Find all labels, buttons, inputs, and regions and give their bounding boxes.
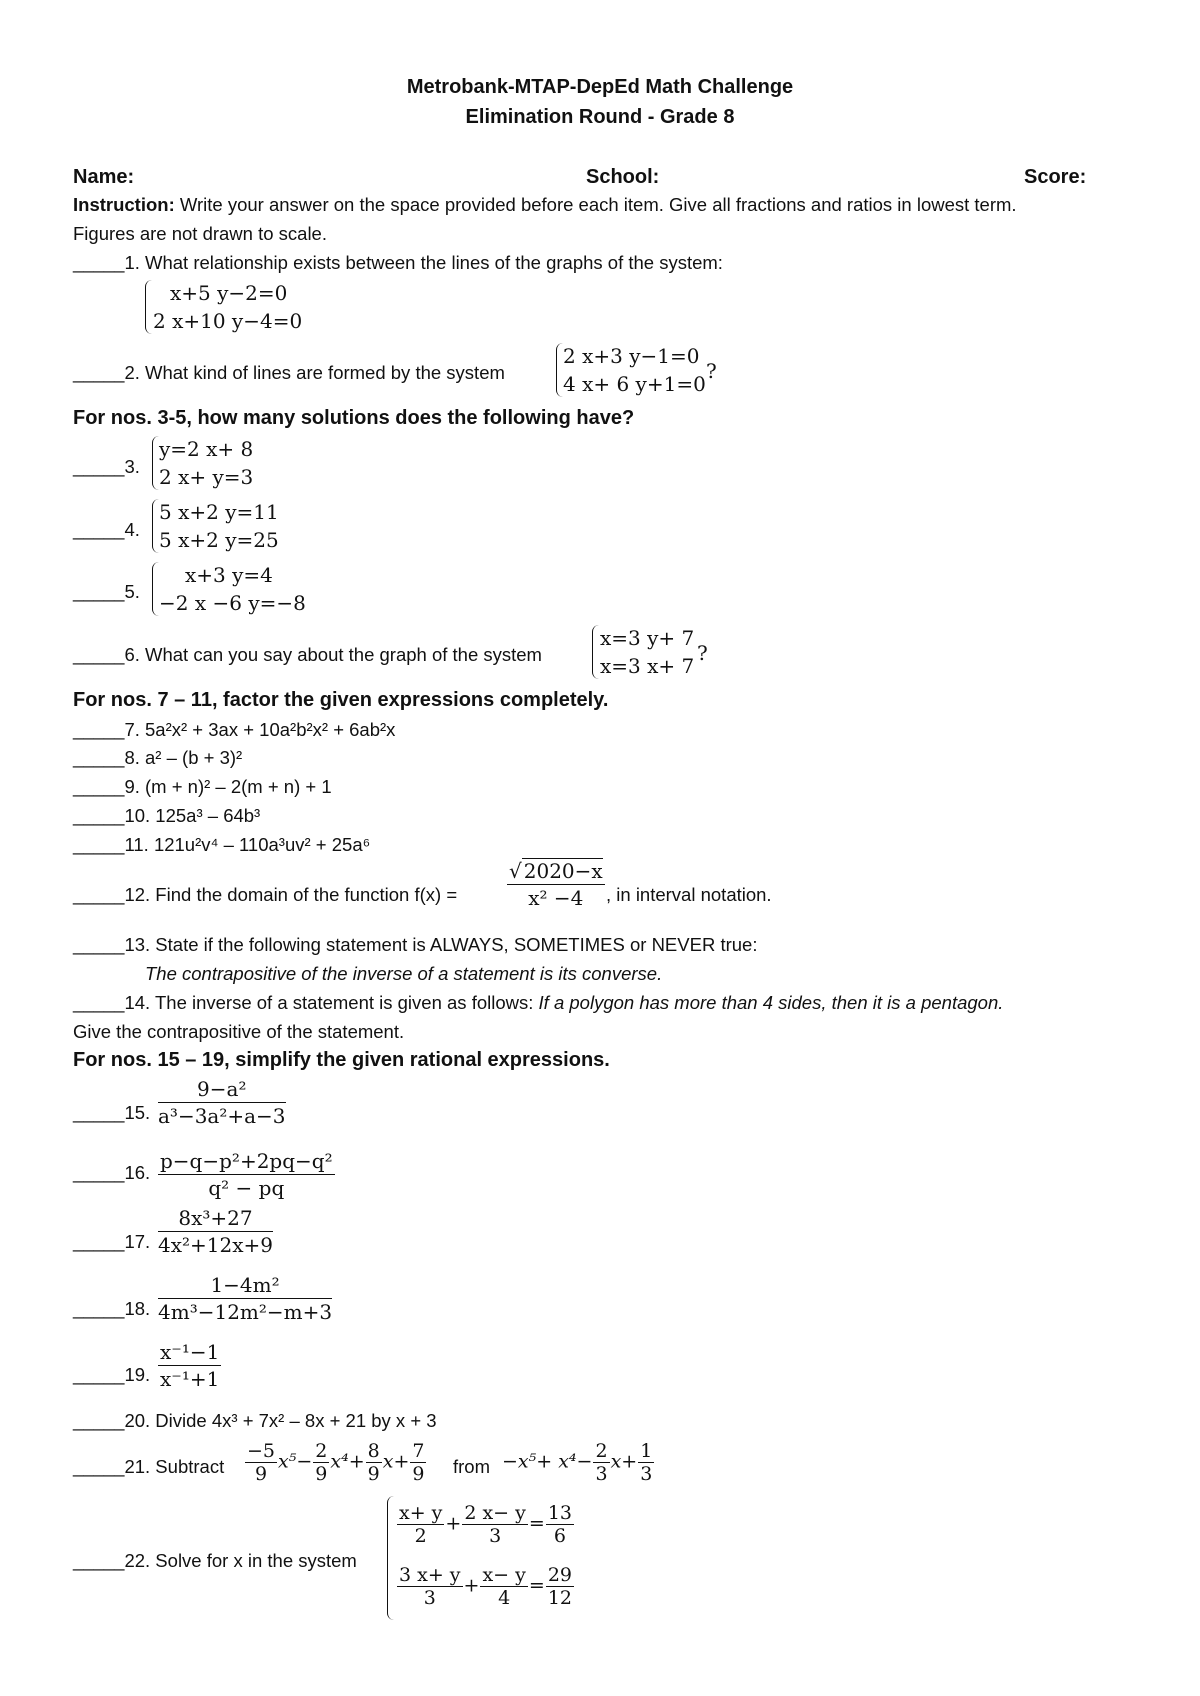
- answer-blank: _____: [73, 456, 125, 477]
- question-18: [73, 1297, 150, 1321]
- numerator: x− y: [482, 1564, 526, 1586]
- q22-fraction: [397, 1502, 444, 1547]
- question-22: [73, 1549, 357, 1573]
- question-21-from: from: [453, 1456, 490, 1477]
- answer-blank: _____: [73, 362, 125, 383]
- q21-term: −x⁵+ x⁴−: [502, 1450, 593, 1473]
- answer-blank: _____: [73, 747, 125, 768]
- round-title: Elimination Round - Grade 8: [465, 106, 735, 128]
- q6-equation-1: x=3 y+ 7: [600, 626, 695, 650]
- q16-fraction: [158, 1148, 335, 1201]
- question-3-number: 3.: [124, 456, 140, 477]
- question-16-number: 16.: [124, 1162, 151, 1183]
- numerator: 8: [367, 1440, 380, 1462]
- instruction-label: Instruction:: [73, 194, 175, 215]
- q5-equation-1: x+3 y=4: [185, 563, 273, 587]
- answer-blank: _____: [73, 805, 125, 826]
- answer-blank: _____: [73, 834, 125, 855]
- question-12-text: 12. Find the domain of the function f(x) =: [124, 884, 458, 905]
- answer-blank: _____: [73, 1102, 125, 1123]
- q19-denominator: x⁻¹+1: [160, 1367, 220, 1391]
- numerator: 2: [315, 1440, 328, 1462]
- numerator: 2: [595, 1440, 608, 1462]
- question-10-text: 10. 125a³ – 64b³: [124, 805, 261, 826]
- system-brace: [556, 343, 563, 397]
- school-field-label: School:: [586, 166, 660, 188]
- q22-fraction: [546, 1502, 574, 1547]
- system-brace: [592, 625, 599, 679]
- question-9: [73, 775, 332, 799]
- numerator: 7: [412, 1440, 425, 1462]
- question-7: [73, 718, 395, 742]
- q21-term: x⁴+: [330, 1450, 365, 1473]
- q17-numerator: 8x³+27: [158, 1205, 273, 1232]
- question-13-statement: The contrapositive of the inverse of a statement is its converse.: [145, 963, 663, 984]
- q22-equation-1: [396, 1502, 575, 1547]
- question-2: [73, 361, 505, 385]
- q21-fraction: [410, 1440, 426, 1485]
- q6-question-mark: ?: [697, 641, 708, 665]
- q6-equation-2: x=3 x+ 7: [600, 654, 695, 678]
- answer-blank: _____: [73, 934, 125, 955]
- q21-first-polynomial: [244, 1440, 427, 1485]
- denominator: 6: [553, 1525, 566, 1547]
- instruction-text: Write your answer on the space provided before each item. Give all fractions and ratios in lowest term.: [174, 194, 1017, 215]
- q18-denominator: 4m³−12m²−m+3: [158, 1300, 333, 1324]
- question-21: [73, 1455, 224, 1479]
- question-19-number: 19.: [124, 1364, 151, 1385]
- question-3: [73, 455, 140, 479]
- name-field-label: Name:: [73, 166, 135, 188]
- numerator: 2 x− y: [464, 1502, 526, 1524]
- instruction: [73, 193, 1017, 217]
- answer-blank: _____: [73, 1162, 125, 1183]
- q15-numerator: 9−a²: [158, 1076, 286, 1103]
- denominator: 4: [498, 1587, 511, 1609]
- q22-equation-2: [396, 1564, 575, 1609]
- question-7-text: 7. 5a²x² + 3ax + 10a²b²x² + 6ab²x: [124, 719, 396, 740]
- denominator: 3: [640, 1463, 653, 1485]
- question-20: [73, 1409, 437, 1433]
- q4-equation-1: 5 x+2 y=11: [159, 500, 279, 524]
- q22-fraction: [462, 1502, 528, 1547]
- q2-equation-2: 4 x+ 6 y+1=0: [563, 372, 706, 396]
- q15-denominator: a³−3a²+a−3: [158, 1104, 286, 1128]
- q22-fraction: [480, 1564, 527, 1609]
- question-16: [73, 1161, 150, 1185]
- denominator: 9: [412, 1463, 425, 1485]
- q5-equation-2: −2 x −6 y=−8: [159, 591, 306, 615]
- answer-blank: _____: [73, 992, 125, 1013]
- question-8: [73, 746, 242, 770]
- q19-numerator: x⁻¹−1: [160, 1340, 220, 1364]
- question-8-text: 8. a² – (b + 3)²: [124, 747, 243, 768]
- q21-fraction: [593, 1440, 609, 1485]
- q18-numerator: 1−4m²: [158, 1272, 332, 1299]
- answer-blank: _____: [73, 776, 125, 797]
- q21-term: x⁵−: [278, 1450, 313, 1473]
- denominator: 3: [489, 1525, 502, 1547]
- q19-fraction: [158, 1339, 221, 1392]
- q17-denominator: 4x²+12x+9: [158, 1233, 273, 1257]
- denominator: 9: [315, 1463, 328, 1485]
- q3-equation-2: 2 x+ y=3: [159, 465, 254, 489]
- q12-numerator: √ 2020−x: [509, 859, 603, 883]
- answer-blank: _____: [73, 1550, 125, 1571]
- question-2-text: 2. What kind of lines are formed by the system: [124, 362, 505, 383]
- denominator: 9: [367, 1463, 380, 1485]
- question-14-statement: If a polygon has more than 4 sides, then it is a pentagon.: [538, 992, 1004, 1013]
- q21-fraction: [366, 1440, 382, 1485]
- q1-equation-2: 2 x+10 y−4=0: [153, 309, 303, 333]
- question-14-text: 14. The inverse of a statement is given as follows:: [124, 992, 534, 1013]
- denominator: 3: [423, 1587, 436, 1609]
- question-12-suffix: , in interval notation.: [606, 884, 772, 905]
- plus-sign: +: [445, 1512, 462, 1535]
- q12-denominator: x² −4: [528, 886, 584, 910]
- equals-sign: =: [528, 1512, 545, 1535]
- answer-blank: _____: [73, 519, 125, 540]
- question-19: [73, 1363, 150, 1387]
- question-13-text: 13. State if the following statement is ALWAYS, SOMETIMES or NEVER true:: [124, 934, 758, 955]
- section-heading-15-19: For nos. 15 – 19, simplify the given rational expressions.: [73, 1049, 610, 1071]
- question-11: [73, 833, 370, 857]
- denominator: 2: [414, 1525, 427, 1547]
- q2-equation-1: 2 x+3 y−1=0: [563, 344, 700, 368]
- numerator: 1: [640, 1440, 653, 1462]
- question-22-text: 22. Solve for x in the system: [124, 1550, 357, 1571]
- question-14: [73, 991, 1003, 1015]
- plus-sign: +: [463, 1574, 480, 1597]
- q21-second-polynomial: [502, 1440, 655, 1485]
- system-brace: [152, 436, 159, 490]
- equals-sign: =: [528, 1574, 545, 1597]
- question-15: [73, 1101, 150, 1125]
- section-heading-7-11: For nos. 7 – 11, factor the given expressions completely.: [73, 689, 609, 711]
- q17-fraction: [158, 1205, 273, 1258]
- question-18-number: 18.: [124, 1298, 151, 1319]
- answer-blank: _____: [73, 719, 125, 740]
- q21-term: x+: [610, 1450, 638, 1473]
- system-brace: [152, 499, 159, 553]
- q21-fraction: [245, 1440, 277, 1485]
- question-6-text: 6. What can you say about the graph of the system: [124, 644, 542, 665]
- question-1-text: 1. What relationship exists between the lines of the graphs of the system:: [124, 252, 723, 273]
- system-brace: [152, 562, 159, 616]
- q21-term: x+: [382, 1450, 410, 1473]
- section-heading-3-5: For nos. 3-5, how many solutions does the following have?: [73, 407, 635, 429]
- answer-blank: _____: [73, 1410, 125, 1431]
- instruction-text-2: Figures are not drawn to scale.: [73, 223, 327, 244]
- q2-question-mark: ?: [706, 359, 717, 383]
- question-17-number: 17.: [124, 1231, 151, 1252]
- question-9-text: 9. (m + n)² – 2(m + n) + 1: [124, 776, 332, 797]
- question-21-text: 21. Subtract: [124, 1456, 225, 1477]
- q21-fraction: [638, 1440, 654, 1485]
- question-12: [73, 883, 457, 907]
- answer-blank: _____: [73, 252, 125, 273]
- question-4-number: 4.: [124, 519, 140, 540]
- answer-blank: _____: [73, 1298, 125, 1319]
- answer-blank: _____: [73, 1456, 125, 1477]
- denominator: 3: [595, 1463, 608, 1485]
- contest-title: Metrobank-MTAP-DepEd Math Challenge: [406, 76, 794, 98]
- answer-blank: _____: [73, 884, 125, 905]
- q12-radicand: 2020−x: [523, 859, 603, 883]
- question-4: [73, 518, 140, 542]
- numerator: 13: [547, 1502, 572, 1524]
- answer-blank: _____: [73, 1231, 125, 1252]
- answer-blank: _____: [73, 581, 125, 602]
- system-brace: [145, 280, 152, 334]
- q4-equation-2: 5 x+2 y=25: [159, 528, 279, 552]
- question-11-text: 11. 121u²v⁴ – 110a³uv² + 25a⁶: [124, 834, 371, 855]
- q21-fraction: [313, 1440, 329, 1485]
- question-6: [73, 643, 542, 667]
- q22-fraction: [546, 1564, 574, 1609]
- q18-fraction: [158, 1272, 332, 1325]
- q12-fraction: [507, 858, 605, 911]
- question-15-number: 15.: [124, 1102, 151, 1123]
- numerator: −5: [247, 1440, 276, 1462]
- question-5: [73, 580, 140, 604]
- q16-numerator: p−q−p²+2pq−q²: [160, 1149, 333, 1173]
- answer-blank: _____: [73, 644, 125, 665]
- denominator: 9: [254, 1463, 268, 1485]
- question-5-number: 5.: [124, 581, 140, 602]
- question-20-text: 20. Divide 4x³ + 7x² – 8x + 21 by x + 3: [124, 1410, 437, 1431]
- denominator: 12: [547, 1587, 572, 1609]
- q16-denominator: q² − pq: [208, 1176, 285, 1200]
- question-13: [73, 933, 757, 957]
- question-14-text-2: Give the contrapositive of the statement.: [73, 1021, 405, 1042]
- q15-fraction: [158, 1076, 286, 1129]
- numerator: x+ y: [399, 1502, 443, 1524]
- numerator: 29: [547, 1564, 572, 1586]
- numerator: 3 x+ y: [399, 1564, 461, 1586]
- score-field-label: Score:: [1024, 166, 1087, 188]
- question-17: [73, 1230, 150, 1254]
- question-1: [73, 251, 723, 275]
- question-10: [73, 804, 260, 828]
- q3-equation-1: y=2 x+ 8: [159, 437, 254, 461]
- q22-fraction: [397, 1564, 463, 1609]
- q1-equation-1: x+5 y−2=0: [170, 281, 288, 305]
- system-brace: [387, 1496, 394, 1620]
- answer-blank: _____: [73, 1364, 125, 1385]
